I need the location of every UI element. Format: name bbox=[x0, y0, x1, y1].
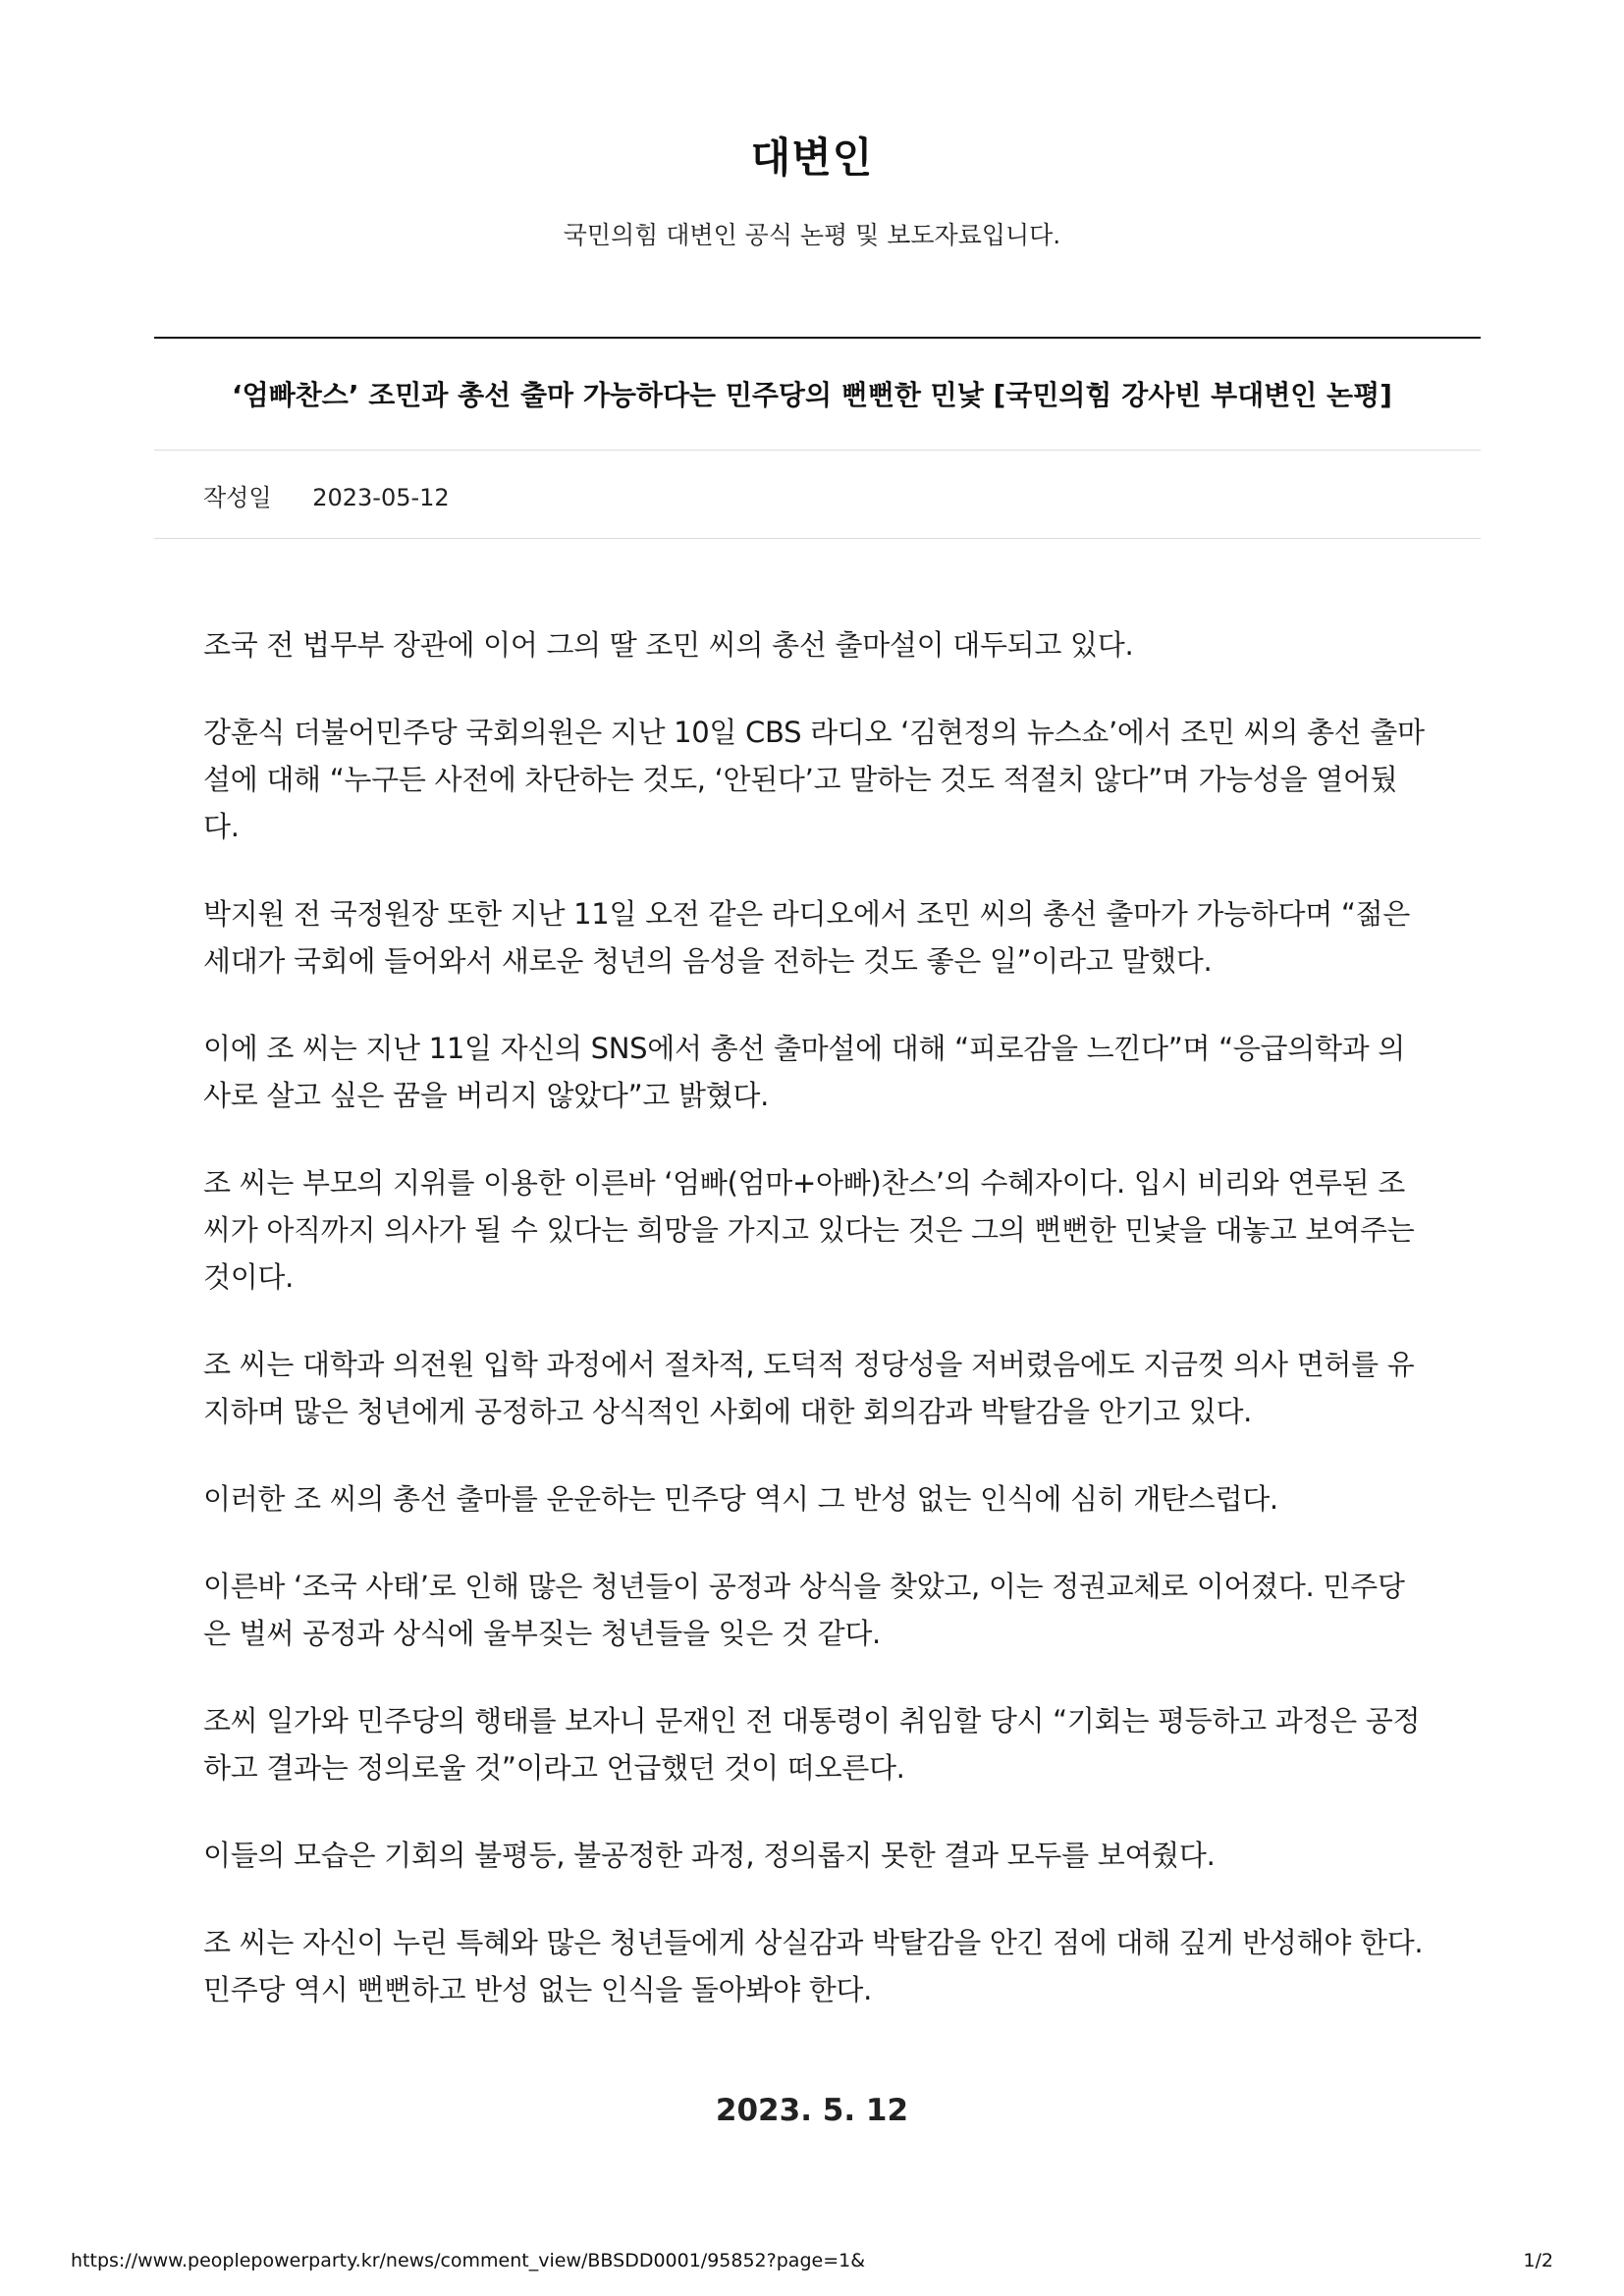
body-paragraph: 이러한 조 씨의 총선 출마를 운운하는 민주당 역시 그 반성 없는 인식에 심히 개탄스럽다. bbox=[203, 1482, 1278, 1516]
date-value: 2023-05-12 bbox=[312, 484, 450, 511]
article-footer-date: 2023. 5. 12 bbox=[715, 2093, 909, 2128]
print-footer-url: https://www.peoplepowerparty.kr/news/comment_view/BBSDD0001/95852?page=1& bbox=[71, 2250, 866, 2271]
body-paragraph: 박지원 전 국정원장 또한 지난 11일 오전 같은 라디오에서 조민 씨의 총선 출마가 가능하다며 “젊은 세대가 국회에 들어와서 새로운 청년의 음성을 전하는 것도 좋은 일”이라고 말했다. bbox=[203, 897, 1411, 978]
body-paragraph: 조씨 일가와 민주당의 행태를 보자니 문재인 전 대통령이 취임할 당시 “기회는 평등하고 과정은 공정하고 결과는 정의로울 것”이라고 언급했던 것이 떠오른다. bbox=[203, 1704, 1421, 1785]
body-paragraph: 이들의 모습은 기회의 불평등, 불공정한 과정, 정의롭지 못한 결과 모두를 보여줬다. bbox=[203, 1839, 1216, 1872]
section-divider bbox=[154, 337, 1481, 339]
meta-divider bbox=[154, 538, 1481, 539]
page-subtitle: 국민의힘 대변인 공식 논평 및 보도자료입니다. bbox=[563, 221, 1061, 249]
article-meta bbox=[203, 478, 450, 512]
body-paragraph: 조 씨는 대학과 의전원 입학 과정에서 절차적, 도덕적 정당성을 저버렸음에도 지금껏 의사 면허를 유지하며 많은 청년에게 공정하고 상식적인 사회에 대한 회의감과 박탈감을 안기고 있다. bbox=[203, 1348, 1415, 1428]
body-paragraph: 조 씨는 부모의 지위를 이용한 이른바 ‘엄빠(엄마+아빠)찬스’의 수혜자이다. 입시 비리와 연루된 조 씨가 아직까지 의사가 될 수 있다는 희망을 가지고 있다는 것은 그의 뻔뻔한 민낯을 대놓고 보여주는 것이다. bbox=[203, 1166, 1415, 1294]
body-paragraph: 강훈식 더불어민주당 국회의원은 지난 10일 CBS 라디오 ‘김현정의 뉴스쇼’에서 조민 씨의 총선 출마설에 대해 “누구든 사전에 차단하는 것도, ‘안된다’고 말하는 것도 적절치 않다”며 가능성을 열어뒀다. bbox=[203, 716, 1425, 843]
print-footer-page-number: 1/2 bbox=[1523, 2250, 1553, 2271]
body-paragraph: 이에 조 씨는 지난 11일 자신의 SNS에서 총선 출마설에 대해 “피로감을 느낀다”며 “응급의학과 의사로 살고 싶은 꿈을 버리지 않았다”고 밝혔다. bbox=[203, 1032, 1406, 1112]
title-divider bbox=[154, 450, 1481, 451]
body-paragraph: 조국 전 법무부 장관에 이어 그의 딸 조민 씨의 총선 출마설이 대두되고 있다. bbox=[203, 628, 1134, 662]
article-body bbox=[203, 621, 1431, 2054]
article-title: ‘엄빠찬스’ 조민과 총선 출마 가능하다는 민주당의 뻔뻔한 민낯 [국민의힘 강사빈 부대변인 논평] bbox=[232, 379, 1392, 411]
date-label: 작성일 bbox=[203, 484, 272, 511]
body-paragraph: 이른바 ‘조국 사태’로 인해 많은 청년들이 공정과 상식을 찾았고, 이는 정권교체로 이어졌다. 민주당은 벌써 공정과 상식에 울부짖는 청년들을 잊은 것 같다. bbox=[203, 1570, 1405, 1650]
page-title: 대변인 bbox=[750, 133, 874, 182]
body-paragraph: 조 씨는 자신이 누린 특혜와 많은 청년들에게 상실감과 박탈감을 안긴 점에 대해 깊게 반성해야 한다. 민주당 역시 뻔뻔하고 반성 없는 인식을 돌아봐야 한다. bbox=[203, 1926, 1424, 2006]
